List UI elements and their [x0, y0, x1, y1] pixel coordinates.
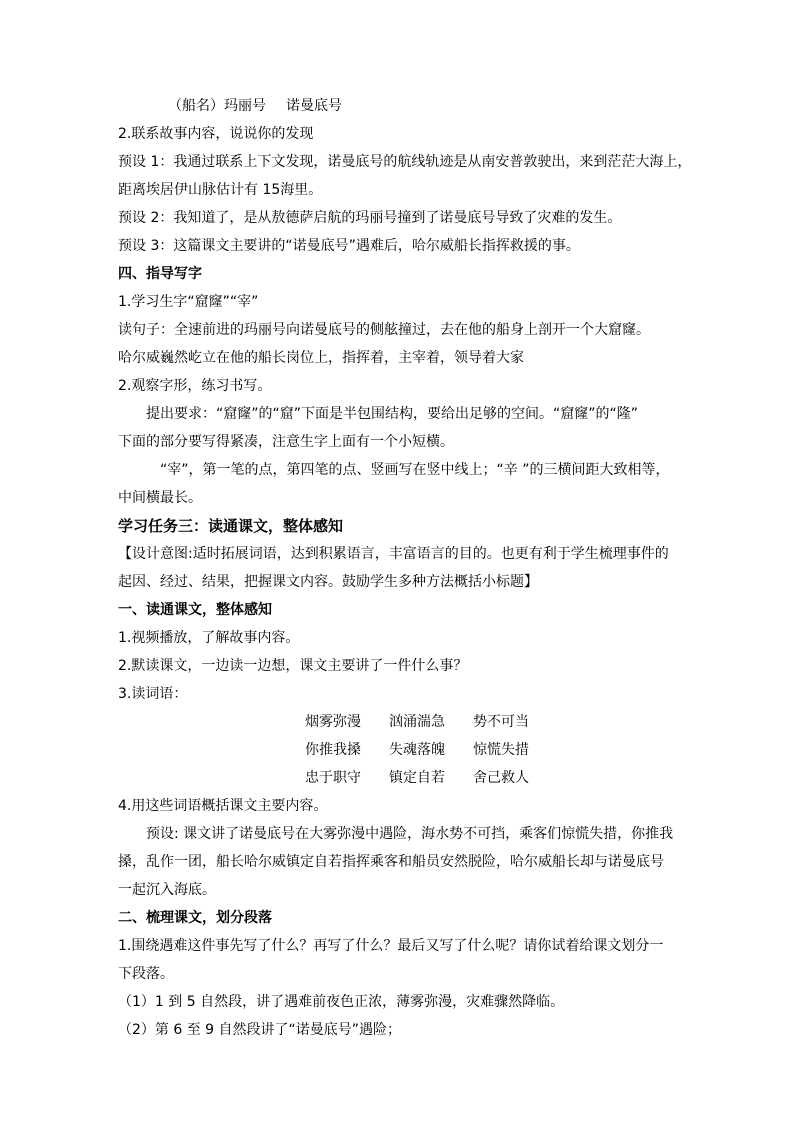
vocabulary-word: 镇定自若 [389, 770, 445, 786]
paragraph: 预设 3：这篇课文主要讲的“诺曼底号”遇难后，哈尔威船长指挥救援的事。 [118, 238, 580, 254]
paragraph: 读句子：全速前进的玛丽号向诺曼底号的侧舷撞过，去在他的船身上剖开一个大窟窿。 [118, 322, 650, 338]
vocabulary-word: 势不可当 [473, 714, 529, 730]
paragraph: 搡，乱作一团，船长哈尔威镇定自若指挥乘客和船员安然脱险，哈尔威船长却与诺曼底号 [118, 854, 664, 870]
paragraph: 1.视频播放，了解故事内容。 [118, 630, 300, 646]
section-heading: 二、梳理课文，划分段落 [118, 910, 272, 926]
paragraph: 2.观察字形，练习书写。 [118, 378, 272, 394]
paragraph: 提出要求：“窟窿”的“窟”下面是半包围结构，要给出足够的空间。“窟窿”的“隆” [146, 406, 639, 422]
paragraph: 2.联系故事内容，说说你的发现 [118, 126, 314, 142]
section-heading: 一、读通课文，整体感知 [118, 602, 272, 618]
paragraph: （1）1 到 5 自然段，讲了遇难前夜色正浓，薄雾弥漫，灾难骤然降临。 [118, 994, 565, 1010]
paragraph: 4.用这些词语概括课文主要内容。 [118, 798, 328, 814]
ship-name-2: 诺曼底号 [286, 98, 342, 114]
vocabulary-row [305, 764, 680, 792]
paragraph: 中间横最长。 [118, 490, 202, 506]
design-intent: 起因、经过、结果，把握课文内容。鼓励学生多种方法概括小标题】 [118, 574, 538, 590]
paragraph: 预设: 课文讲了诺曼底号在大雾弥漫中遇险，海水势不可挡，乘客们惊慌失措，你推我 [146, 826, 674, 842]
paragraph: 2.默读课文，一边读一边想，课文主要讲了一件什么事？ [118, 658, 468, 674]
paragraph: 下段落。 [118, 966, 174, 982]
paragraph: 预设 2：我知道了，是从敖德萨启航的玛丽号撞到了诺曼底号导致了灾难的发生。 [118, 210, 622, 226]
paragraph: 下面的部分要写得紧凑，注意生字上面有一个小短横。 [118, 434, 454, 450]
vocabulary-grid [305, 708, 680, 792]
ship-name-1: （船名）玛丽号 [168, 98, 266, 114]
vocabulary-word: 忠于职守 [305, 770, 361, 786]
paragraph: “宰”，第一笔的点，第四笔的点、竖画写在竖中线上；“辛 ”的三横间距大致相等， [160, 462, 670, 478]
paragraph: 1.围绕遇难这件事先写了什么？再写了什么？最后又写了什么呢？请你试着给课文划分一 [118, 938, 664, 954]
vocabulary-word: 舍己救人 [473, 770, 529, 786]
task-heading: 学习任务三：读通课文，整体感知 [118, 517, 344, 535]
paragraph: （2）第 6 至 9 自然段讲了“诺曼底号”遇险； [118, 1022, 402, 1038]
paragraph: 哈尔威巍然屹立在他的船长岗位上，指挥着，主宰着，领导着大家 [118, 350, 524, 366]
paragraph: 一起沉入海底。 [118, 882, 216, 898]
design-intent: 【设计意图:适时拓展词语，达到积累语言，丰富语言的目的。也更有利于学生梳理事件的 [118, 546, 669, 562]
vocabulary-row [305, 736, 680, 764]
document-body [118, 92, 692, 1044]
paragraph: 预设 1：我通过联系上下文发现，诺曼底号的航线轨迹是从南安普敦驶出，来到茫茫大海上， [118, 154, 692, 170]
vocabulary-word: 烟雾弥漫 [305, 714, 361, 730]
vocabulary-word: 惊慌失措 [473, 742, 529, 758]
vocabulary-word: 失魂落魄 [389, 742, 445, 758]
vocabulary-row [305, 708, 680, 736]
vocabulary-word: 汹涌湍急 [389, 714, 445, 730]
section-heading: 四、指导写字 [118, 266, 202, 282]
paragraph: 1.学习生字“窟窿”“宰” [118, 294, 259, 310]
vocabulary-word: 你推我搡 [305, 742, 361, 758]
paragraph: 3.读词语： [118, 686, 188, 702]
paragraph: 距离埃居伊山脉估计有 15海里。 [118, 182, 323, 198]
ship-names-row [118, 92, 680, 120]
